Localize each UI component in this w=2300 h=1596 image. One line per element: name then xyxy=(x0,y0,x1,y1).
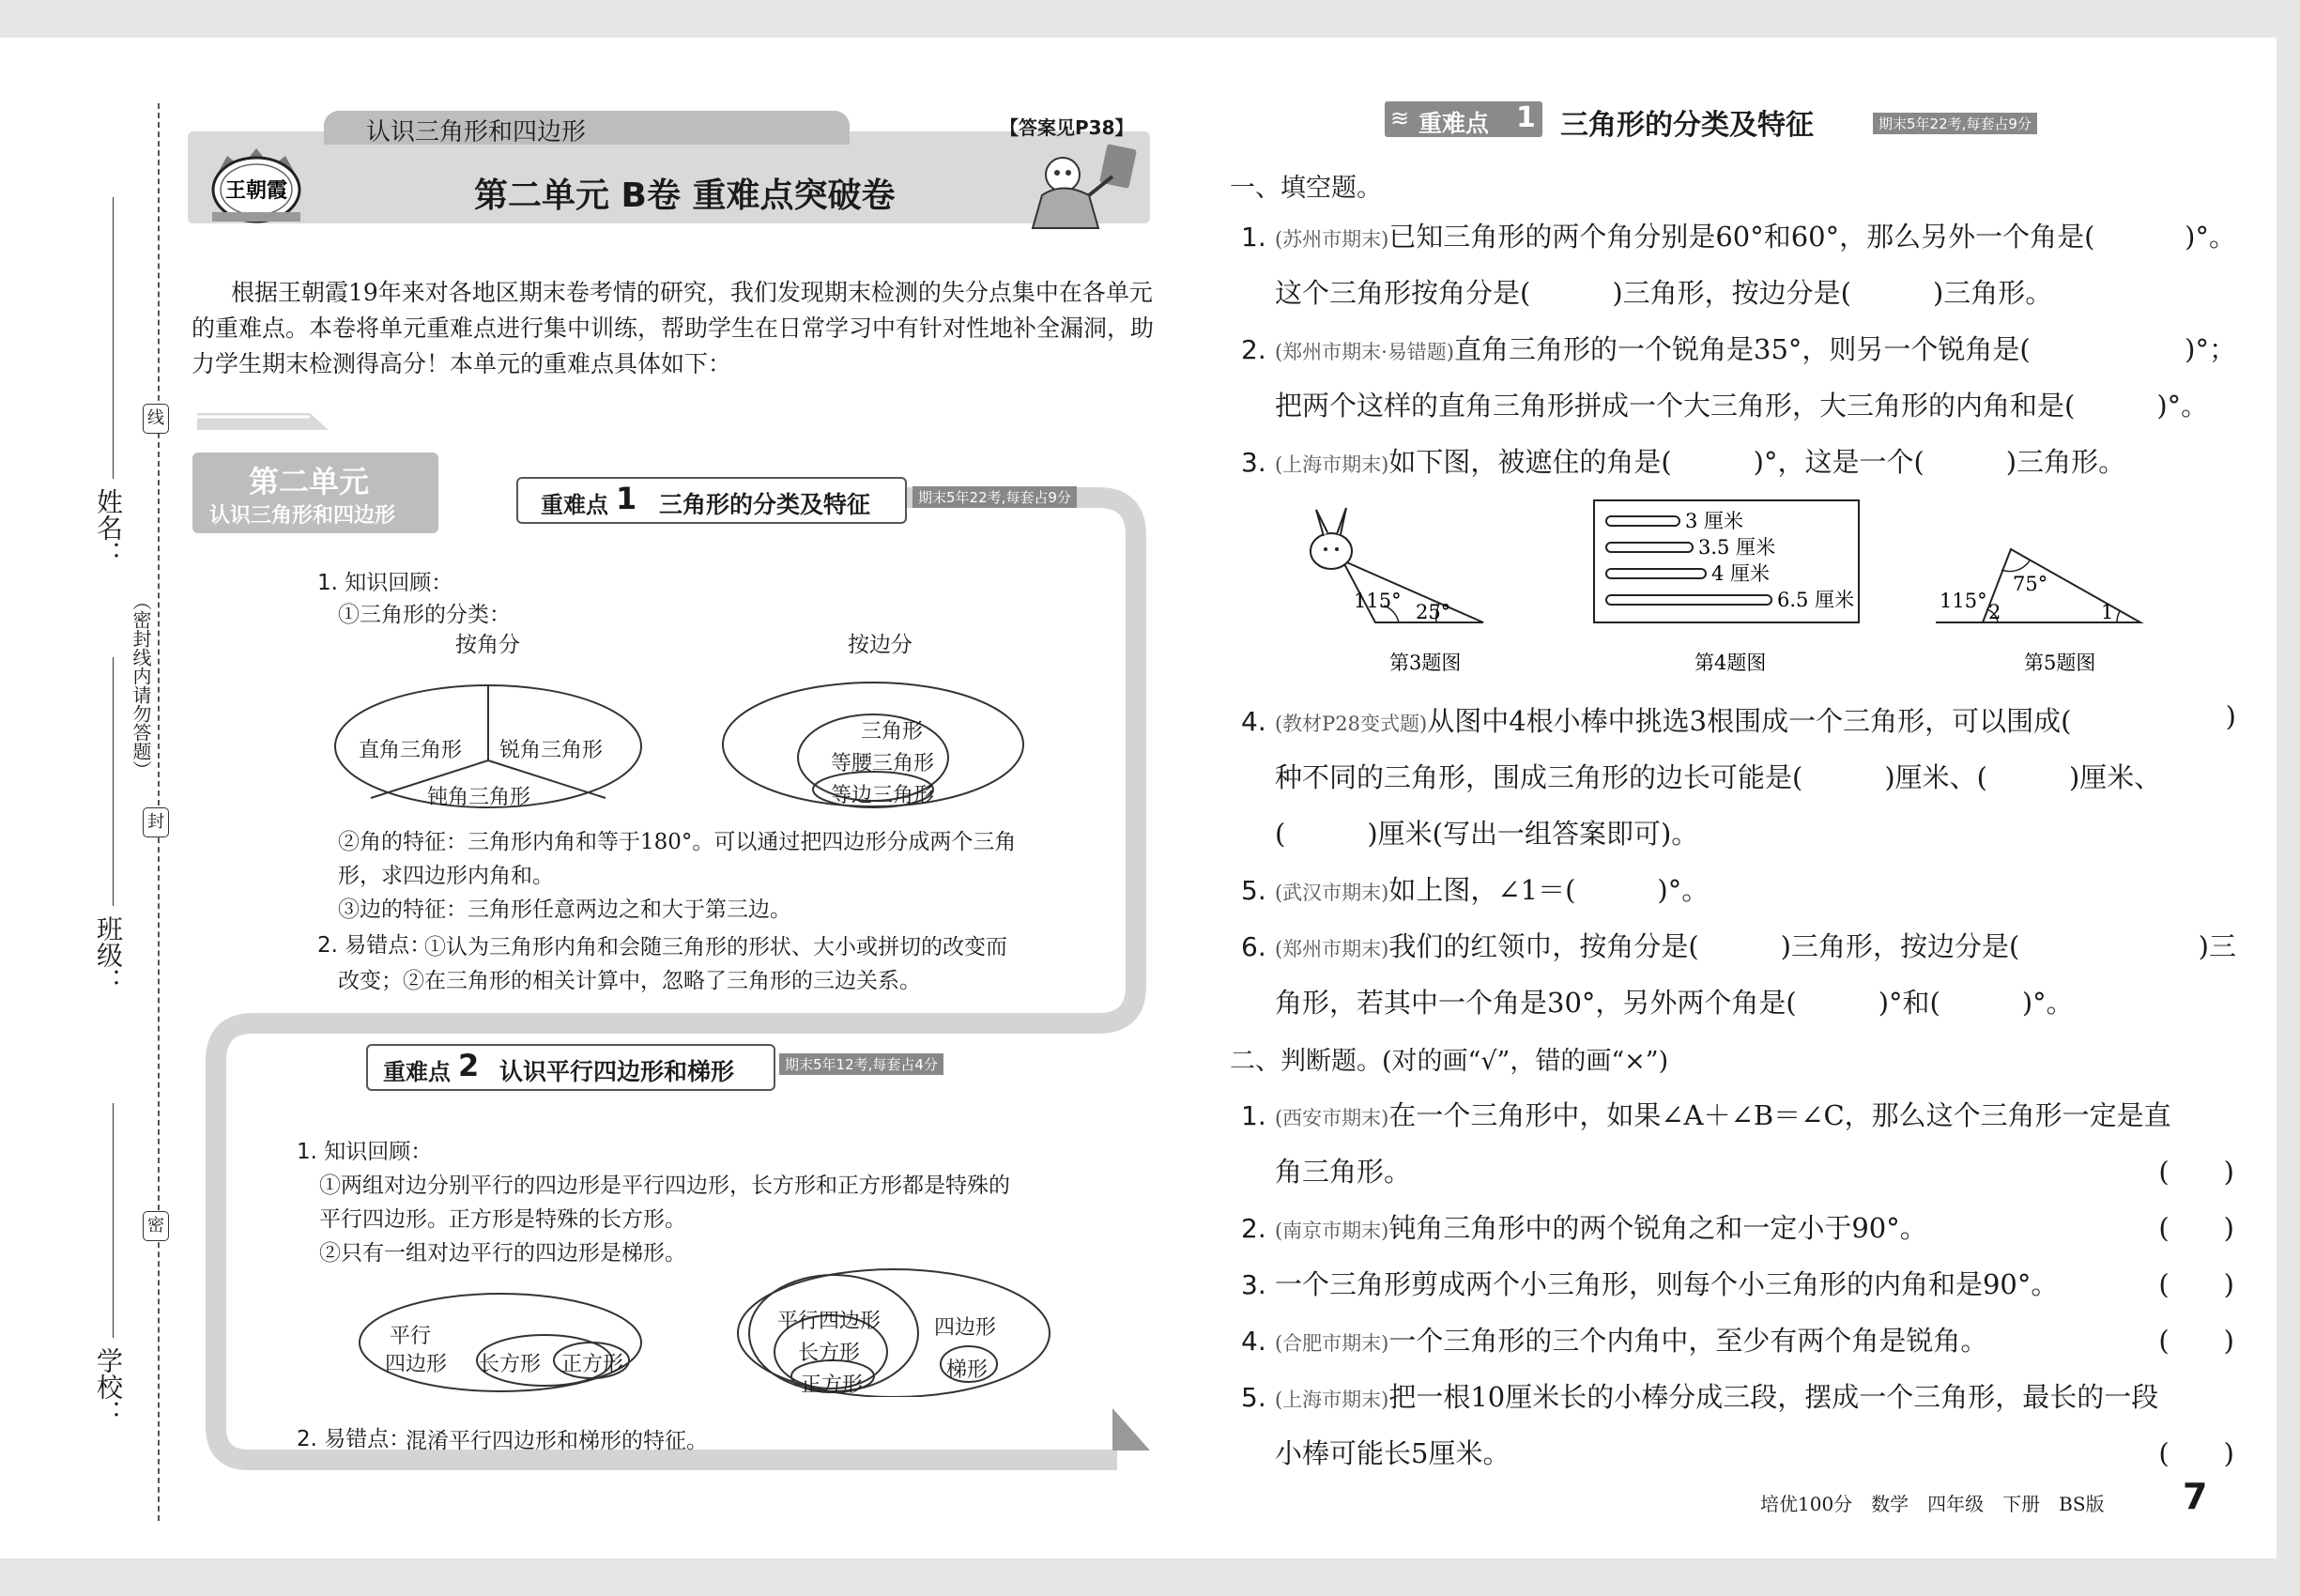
unit-box-subtitle: 认识三角形和四边形 xyxy=(209,504,396,528)
kp2-title: 认识平行四边形和梯形 xyxy=(499,1058,735,1085)
question-text: 钝角三角形中的两个锐角之和一定小于90°。 xyxy=(1388,1212,1927,1244)
q-number: 2. xyxy=(1241,1213,1266,1244)
kp1-label: 重难点 xyxy=(541,492,608,518)
section-badge: 重难点 xyxy=(1418,110,1490,137)
fill-q4-line3: ( )厘米(写出一组答案即可)。 xyxy=(1275,818,1699,850)
fig3-angle-115: 115° xyxy=(1354,590,1402,612)
section-number: 1 xyxy=(1516,101,1536,134)
fig5-caption: 第5题图 xyxy=(2024,652,2096,674)
stick-4cm: 4 厘米 xyxy=(1711,562,1771,585)
label-square-2: 正方形 xyxy=(801,1373,864,1397)
label-rectangle-2: 长方形 xyxy=(798,1342,861,1365)
kp1-number: 1 xyxy=(616,481,637,516)
kp1-tag: 期末5年22考,每套占9分 xyxy=(912,486,1077,508)
unit-box xyxy=(192,453,438,533)
q-number: 3. xyxy=(1241,447,1266,478)
answer-reference: 【答案见P38】 xyxy=(1000,116,1134,139)
stick-3-5cm: 3.5 厘米 xyxy=(1698,536,1776,559)
label-by-angle: 按角分 xyxy=(455,633,520,657)
question-text: 一个三角形剪成两个小三角形，则每个小三角形的内角和是90°。 xyxy=(1274,1268,2059,1300)
label-right-triangle: 直角三角形 xyxy=(359,739,463,762)
label-isosceles: 等腰三角形 xyxy=(831,752,935,775)
label-equilateral: 等边三角形 xyxy=(831,784,935,807)
fig5-angle-2: 2 xyxy=(1988,601,2001,623)
fig3-caption: 第3题图 xyxy=(1389,652,1462,674)
kp1-title: 三角形的分类及特征 xyxy=(659,491,871,518)
answer-paren[interactable]: ( ) xyxy=(2158,1268,2234,1300)
intro-line-2: 的重难点。本卷将单元重难点进行集中训练，帮助学生在日常学习中有针对性地补全漏洞，助 xyxy=(192,315,1155,342)
fill-q4-line1 xyxy=(1241,700,2236,739)
q-number: 5. xyxy=(1241,1382,1266,1413)
label-quadrilateral: 四边形 xyxy=(934,1316,997,1340)
judge-q5-line2 xyxy=(1275,1433,2234,1471)
label-triangle: 三角形 xyxy=(861,720,924,744)
question-source: (西安市期末) xyxy=(1274,1107,1389,1129)
answer-paren[interactable]: ( ) xyxy=(2158,1325,2234,1357)
fig4-caption: 第4题图 xyxy=(1694,652,1767,674)
question-source: (郑州市期末) xyxy=(1274,938,1389,960)
q-number: 5. xyxy=(1241,875,1266,906)
judge-q3 xyxy=(1241,1264,2234,1302)
kp1-review-title: 1. 知识回顾： xyxy=(317,571,453,595)
question-source: (郑州市期末·易错题) xyxy=(1274,341,1454,363)
answer-paren[interactable]: ( ) xyxy=(2158,1212,2234,1244)
unit-box-title: 第二单元 xyxy=(249,464,370,499)
seal-notice: （密封线内请勿答题） xyxy=(130,591,152,779)
label-parallelogram-a: 平行 xyxy=(390,1325,432,1348)
kp1-mistake-2: 改变；②在三角形的相关计算中，忽略了三角形的三边关系。 xyxy=(338,969,921,993)
question-text: 我们的红领巾，按角分是( )三角形，按边分是( xyxy=(1388,930,2020,962)
kp1-mistake-1: ①认为三角形内角和会随三角形的形状、大小或拼切的改变而 xyxy=(424,935,1007,959)
figure-3 xyxy=(1286,502,1493,681)
kp2-number: 2 xyxy=(458,1048,480,1083)
question-source: (上海市期末) xyxy=(1274,1389,1389,1411)
question-text: 角三角形。 xyxy=(1275,1156,1412,1188)
question-text-end: )三 xyxy=(2198,930,2236,962)
q-number: 1. xyxy=(1241,1100,1266,1131)
question-text: 如下图，被遮住的角是( )°，这是一个( )三角形。 xyxy=(1388,446,2126,478)
question-text: 把一根10厘米长的小棒分成三段，摆成一个三角形，最长的一段 xyxy=(1388,1381,2159,1413)
fig5-angle-75: 75° xyxy=(2013,573,2048,595)
fig5-angle-1: 1 xyxy=(2101,601,2114,623)
figure-5 xyxy=(1924,502,2169,681)
question-text: 在一个三角形中，如果∠A＋∠B＝∠C，那么这个三角形一定是直 xyxy=(1388,1099,2171,1131)
seal-mark-line-text: 线 xyxy=(147,408,164,428)
fill-q2-line2: 把两个这样的直角三角形拼成一个大三角形，大三角形的内角和是( )°。 xyxy=(1275,390,2209,422)
judge-q4 xyxy=(1241,1320,2234,1358)
name-label: 姓名： xyxy=(93,488,124,567)
judge-q5-line1 xyxy=(1241,1376,2158,1415)
waves-icon: ≋ xyxy=(1390,105,1410,131)
intro-line-1: 根据王朝霞19年来对各地区期末卷考情的研究，我们发现期末检测的失分点集中在各单元 xyxy=(231,279,1153,306)
answer-paren[interactable]: ( ) xyxy=(2158,1156,2234,1188)
stick-6-5cm: 6.5 厘米 xyxy=(1777,589,1855,611)
question-source: (上海市期末) xyxy=(1274,453,1389,476)
label-rectangle: 长方形 xyxy=(479,1353,542,1376)
question-text: 已知三角形的两个角分别是60°和60°，那么另外一个角是( xyxy=(1388,221,2095,253)
question-text: 一个三角形的三个内角中，至少有两个角是锐角。 xyxy=(1388,1325,1988,1357)
part2-title: 二、判断题。(对的画“√”，错的画“×”) xyxy=(1230,1047,1669,1076)
fill-q6-line2: 角形，若其中一个角是30°，另外两个角是( )°和( )°。 xyxy=(1275,987,2074,1019)
unit-topic: 认识三角形和四边形 xyxy=(366,118,587,146)
fill-q3-line1 xyxy=(1241,441,2125,480)
fill-q4-line2: 种不同的三角形，围成三角形的边长可能是( )厘米、( )厘米、 xyxy=(1275,761,2162,793)
answer-paren[interactable]: ( ) xyxy=(2158,1437,2234,1469)
left-page xyxy=(0,38,1192,1558)
section-tag: 期末5年22考,每套占9分 xyxy=(1873,113,2037,134)
kp2-line-3: ②只有一组对边平行的四边形是梯形。 xyxy=(319,1241,686,1266)
page-title: 第二单元 B卷 重难点突破卷 xyxy=(474,176,896,215)
question-text: 从图中4根小棒中挑选3根围成一个三角形，可以围成( xyxy=(1427,705,2072,737)
fill-q1-line1 xyxy=(1241,216,2236,254)
question-text-end: )°。 xyxy=(2185,221,2236,253)
question-text-end: ) xyxy=(2225,700,2236,732)
seal-mark-dense-text: 密 xyxy=(147,1216,164,1235)
label-parallelogram-full: 平行四边形 xyxy=(777,1310,882,1333)
judge-q2 xyxy=(1241,1207,2234,1246)
question-text: 小棒可能长5厘米。 xyxy=(1275,1437,1510,1469)
kp1-angle-feature-1: ②角的特征：三角形内角和等于180°。可以通过把四边形分成两个三角 xyxy=(338,830,1017,854)
question-source: (教材P28变式题) xyxy=(1274,713,1428,735)
label-trapezoid: 梯形 xyxy=(946,1358,989,1382)
kp2-tag: 期末5年12考,每套占4分 xyxy=(779,1053,943,1075)
label-by-side: 按边分 xyxy=(848,633,912,657)
seal-mark-seal-text: 封 xyxy=(147,812,164,832)
q-number: 1. xyxy=(1241,222,1266,253)
question-source: (南京市期末) xyxy=(1274,1220,1389,1242)
judge-q1-line1 xyxy=(1241,1095,2171,1133)
q-number: 4. xyxy=(1241,706,1266,737)
page-number: 7 xyxy=(2183,1476,2208,1517)
kp2-heading xyxy=(366,1044,775,1091)
label-acute-triangle: 锐角三角形 xyxy=(499,739,604,762)
kp2-mistake: 混淆平行四边形和梯形的特征。 xyxy=(406,1429,708,1453)
kp2-line-1: ①两组对边分别平行的四边形是平行四边形，长方形和正方形都是特殊的 xyxy=(319,1174,1010,1198)
question-source: (合肥市期末) xyxy=(1274,1332,1389,1355)
fill-q1-line2: 这个三角形按角分是( )三角形，按边分是( )三角形。 xyxy=(1275,277,2053,309)
logo-text: 王朝霞 xyxy=(224,178,288,203)
footer-book-info: 培优100分 数学 四年级 下册 BS版 xyxy=(1760,1493,2105,1515)
right-page xyxy=(1192,38,2277,1558)
q-number: 2. xyxy=(1241,334,1266,365)
q-number: 4. xyxy=(1241,1326,1266,1357)
kp1-angle-feature-2: 形，求四边形内角和。 xyxy=(338,864,554,888)
label-parallelogram-b: 四边形 xyxy=(385,1353,448,1376)
kp1-heading xyxy=(516,477,907,524)
kp2-review-title: 1. 知识回顾： xyxy=(297,1140,433,1164)
class-label: 班级： xyxy=(93,915,124,994)
q-number: 3. xyxy=(1241,1269,1266,1300)
section-heading xyxy=(1385,101,1542,137)
kp1-side-feature: ③边的特征：三角形任意两边之和大于第三边。 xyxy=(338,898,791,922)
question-source: (武汉市期末) xyxy=(1274,882,1389,904)
figure-4 xyxy=(1591,498,1863,681)
fig5-angle-115: 115° xyxy=(1940,590,1987,612)
fig3-angle-25: 25° xyxy=(1416,601,1451,623)
kp1-classification-title: ①三角形的分类： xyxy=(338,603,511,627)
stick-3cm: 3 厘米 xyxy=(1685,510,1744,532)
fill-q6-line1 xyxy=(1241,926,2236,964)
judge-q1-line2 xyxy=(1275,1151,2234,1189)
kp2-line-2: 平行四边形。正方形是特殊的长方形。 xyxy=(319,1207,686,1232)
intro-line-3: 力学生期末检测得高分！本单元的重难点具体如下： xyxy=(192,350,732,377)
kp2-mistake-label: 2. 易错点： xyxy=(297,1427,411,1451)
label-square: 正方形 xyxy=(561,1353,624,1376)
label-obtuse-triangle: 钝角三角形 xyxy=(427,786,531,809)
question-text: 直角三角形的一个锐角是35°，则另一个锐角是( xyxy=(1454,333,2031,365)
fill-q2-line1 xyxy=(1241,329,2236,367)
question-text: 如上图，∠1＝( )°。 xyxy=(1388,874,1710,906)
question-source: (苏州市期末) xyxy=(1274,228,1389,251)
kp2-label: 重难点 xyxy=(383,1059,451,1085)
school-label: 学校： xyxy=(93,1347,124,1426)
part1-title: 一、填空题。 xyxy=(1230,174,1382,203)
section-title: 三角形的分类及特征 xyxy=(1560,109,1814,142)
q-number: 6. xyxy=(1241,931,1266,962)
question-text-end: )°； xyxy=(2185,333,2236,365)
fill-q5-line1 xyxy=(1241,869,1709,908)
kp1-mistake-label: 2. 易错点： xyxy=(317,933,432,958)
